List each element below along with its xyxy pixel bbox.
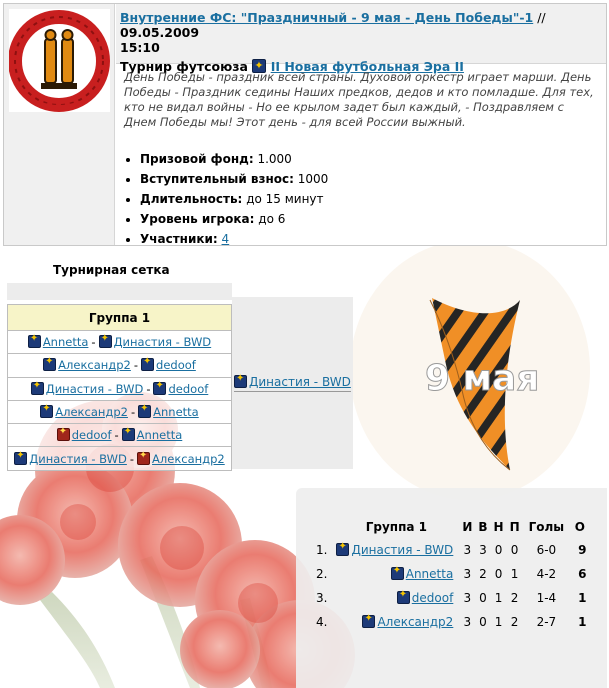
team-link[interactable]: Annetta [153, 405, 199, 420]
prop-duration: • Длительность: до 15 минут [140, 189, 598, 209]
team-link[interactable]: Династия - BWD [351, 543, 454, 557]
table-row: 2. ✦ Annetta 3 2 0 1 4-2 6 [313, 562, 590, 586]
col-points: О [574, 520, 585, 534]
tournament-description: День Победы - праздник всей страны. Духовой оркестр играет марши. День Победы - Праздник седины Наших предков, дедов и кто помладше. Для тех, кто не видал войны - Но ее крылом задет был каждый, - Поздравляем с Днем Победы мы! Этот день - для всей России выжный. [124, 70, 594, 129]
team-star-icon [336, 543, 349, 556]
team-link[interactable]: Annetta [136, 428, 183, 443]
match-row: ✦Annetta -✦ Династия - BWD [8, 331, 232, 354]
team-link[interactable]: Александр2 [55, 405, 128, 420]
team-link[interactable]: dedoof [168, 381, 209, 396]
match-row: ✦dedoof -✦ Annetta [8, 424, 232, 447]
team-link[interactable]: Annetta [405, 567, 454, 581]
team-link[interactable]: Annetta [42, 335, 89, 350]
team-star-icon [391, 567, 404, 580]
team-link[interactable]: Александр2 [152, 451, 225, 466]
team-link[interactable]: Династия - BWD [113, 335, 212, 350]
team-link[interactable]: Александр2 [377, 615, 454, 629]
emblem-cell [4, 4, 115, 245]
participants-link[interactable]: 4 [221, 232, 230, 246]
match-row: ✦Династия - BWD -✦ dedoof [8, 377, 232, 400]
team-star-icon [99, 335, 112, 348]
organizer-label: Турнир футсоюза [120, 59, 248, 74]
team-star-icon [57, 428, 70, 441]
team-link[interactable]: dedoof [71, 428, 112, 443]
team-star-icon [14, 452, 27, 465]
tournament-header [116, 4, 606, 74]
team-star-icon [40, 405, 53, 418]
prop-participants: • Участники: 4 [140, 229, 598, 249]
prop-fee: • Вступительный взнос: 1000 [140, 169, 598, 189]
team-link[interactable]: Александр2 [58, 358, 131, 373]
team-link[interactable]: Династия - BWD [29, 451, 127, 466]
laurel-wreath-trophy-icon [9, 9, 110, 112]
bracket-top-strip [7, 283, 232, 300]
bracket-title: Турнирная сетка [53, 263, 170, 277]
table-row: 3. ✦ dedoof 3 0 1 2 1-4 1 [313, 586, 590, 610]
match-row: ✦Династия - BWD -✦ Александр2 [8, 447, 232, 470]
standings-header-row [313, 516, 590, 538]
col-games: И [462, 520, 473, 534]
tournament-date: 09.05.2009 [120, 25, 200, 40]
bracket-group-table [7, 304, 232, 471]
col-goals: Голы [528, 520, 565, 534]
tournament-info-panel [3, 3, 607, 246]
tournament-time: 15:10 [120, 40, 160, 55]
standings-table [313, 516, 590, 634]
team-star-icon [122, 428, 135, 441]
team-star-icon [141, 358, 154, 371]
team-star-icon [234, 375, 247, 388]
team-link[interactable]: dedoof [411, 591, 454, 605]
match-row: ✦Александр2 -✦ dedoof [8, 354, 232, 377]
prop-prize: • Призовой фонд: 1.000 [140, 149, 598, 169]
col-draws: Н [493, 520, 504, 534]
team-link[interactable]: Династия - BWD [45, 381, 144, 396]
team-star-icon [28, 335, 41, 348]
prop-level: • Уровень игрока: до 6 [140, 209, 598, 229]
team-star-icon [362, 615, 375, 628]
team-star-icon [397, 591, 410, 604]
table-row: 1. ✦ Династия - BWD 3 3 0 0 6-0 9 [313, 538, 590, 562]
winner-team-link[interactable]: Династия - BWD [249, 375, 351, 389]
standings-group-header: Группа 1 [365, 520, 428, 534]
table-row: 4. ✦ Александр2 3 0 1 2 2-7 1 [313, 610, 590, 634]
col-wins: В [478, 520, 488, 534]
team-star-icon [153, 382, 166, 395]
team-star-icon [31, 382, 44, 395]
bracket-winner [234, 375, 351, 392]
bracket-final-column [232, 297, 353, 469]
team-star-icon [43, 358, 56, 371]
date-separator: // [533, 10, 546, 25]
team-link[interactable]: dedoof [156, 358, 196, 373]
team-star-icon [137, 452, 150, 465]
organizer-link[interactable]: II Новая футбольная Эра II [270, 59, 464, 74]
bracket-group-header: Группа 1 [8, 305, 232, 331]
tournament-properties [124, 149, 598, 249]
tournament-details [116, 64, 606, 245]
col-losses: П [509, 520, 520, 534]
tournament-title-link[interactable]: Внутренние ФС: "Праздничный - 9 мая - День Победы"-1 [120, 10, 534, 25]
match-row: ✦Александр2 -✦ Annetta [8, 400, 232, 423]
banner-9-may-text: 9 мая [425, 358, 540, 399]
standings-panel [296, 488, 607, 688]
team-star-icon [138, 405, 151, 418]
